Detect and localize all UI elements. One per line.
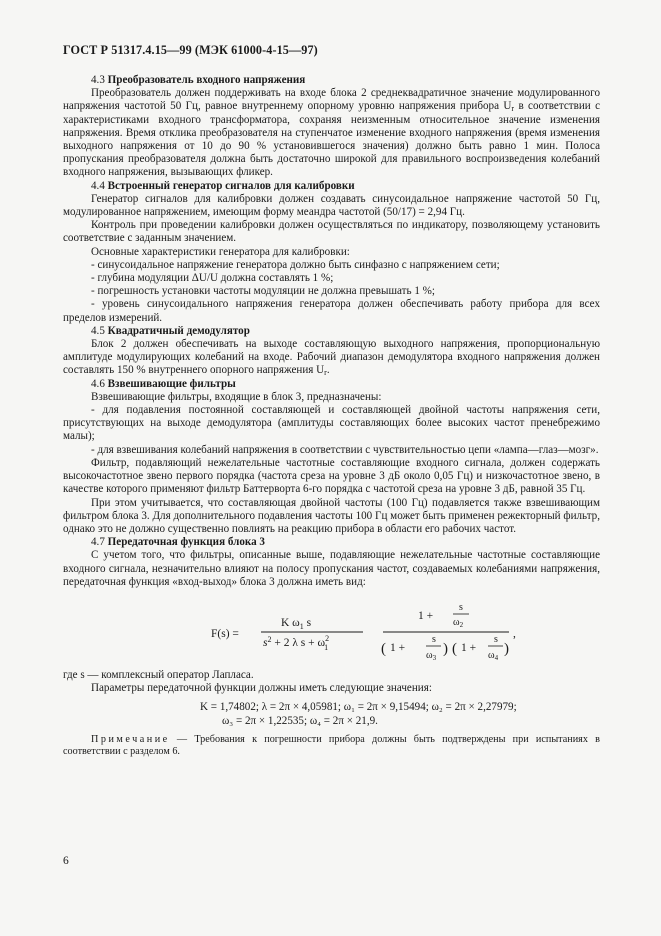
text: . <box>326 364 330 377</box>
list-item: - для взвешивания колебаний напряжения в соответствии с чувствительностью цепи «лампа—глаз—мозг». <box>91 443 599 456</box>
paragraph: При этом учитывается, что составляющая двойной частоты (100 Гц) подавляется также взвешивающим фильтром блока 3. Для дополнительного подавления частоты 100 Гц может быть применен режекторный фильтр, однако это не должно существенно повлиять на реакцию прибора в области его рабочих частот. <box>63 496 600 535</box>
parameter-values <box>63 701 600 727</box>
formula-lhs: F(s) = <box>211 627 239 640</box>
paragraph: Фильтр, подавляющий нежелательные частотные составляющие входного сигнала, должен содержать высокочастотное звено первого порядка (частота среза на уровне 3 дБ около 0,05 Гц) и низкочастотное звено, в качестве которого применяют фильтр Баттерворта 6-го порядка с частотой среза на уровне 3 дБ, равной 35 Гц. <box>63 456 600 496</box>
list-item: - синусоидальное напряжение генератора должно быть синфазно с напряжением сети; <box>91 258 500 271</box>
paragraph: Основные характеристики генератора для калибровки: <box>91 245 350 258</box>
subscript: r <box>511 104 515 114</box>
note-label: Примечание <box>91 733 170 745</box>
paren-close: ) <box>443 640 448 657</box>
section-number: 4.7 <box>91 536 105 549</box>
section-title: Передаточная функция блока 3 <box>107 536 265 549</box>
formula-num1: K $\omega_1$ s <box>281 616 312 631</box>
page-number: 6 <box>63 855 69 867</box>
paren-open: ( <box>452 640 457 657</box>
params-line: ω₃ = 2π × 1,22535; ω₄ = 2π × 21,9. <box>222 714 378 727</box>
formula-den1: $s^2 + 2$ λ $s + \omega^2$ 1 <box>263 633 330 652</box>
paragraph: Параметры передаточной функции должны иметь следующие значения: <box>91 682 432 695</box>
note <box>63 734 600 759</box>
paragraph: Контроль при проведении калибровки должен осуществляться по индикатору, позволяющему установить соответствие с заданным значением. <box>63 219 600 245</box>
formula-num2: 1 + <box>418 609 434 622</box>
section-4-3-heading <box>63 74 600 87</box>
section-title: Квадратичный демодулятор <box>107 324 250 337</box>
paren-close: ) <box>504 640 509 657</box>
formula-s: s <box>432 633 436 645</box>
formula-den2-b: 1 + <box>461 641 477 654</box>
section-number: 4.6 <box>91 377 105 390</box>
formula-omega2: $\omega_2$ <box>453 616 464 629</box>
section-number: 4.3 <box>91 74 105 86</box>
section-title: Преобразователь входного напряжения <box>107 74 306 86</box>
paren-open: ( <box>381 640 386 657</box>
section-4-7-heading <box>63 536 600 549</box>
paragraph <box>63 338 600 378</box>
document-body <box>63 74 600 759</box>
text: Преобразователь должен поддерживать на входе блока 2 среднеквадратичное значение модулированного напряжения частотой 50 Гц, равное внутреннему опорному уровню напряжения прибора U <box>63 87 600 113</box>
note-text: — Требования к погрешности прибора должны быть подтверждены при испытаниях в соответствии с разделом 6. <box>63 733 600 758</box>
section-4-6-heading <box>63 378 600 391</box>
paragraph: Генератор сигналов для калибровки должен создавать синусоидальное напряжение частотой 50 Гц, модулированное напряжением, имеющим форму меандра частотой (50/17) = 2,94 Гц. <box>63 192 600 219</box>
section-number: 4.5 <box>91 324 105 337</box>
formula-omega4: $\omega_4$ <box>488 649 499 662</box>
list-item: - для подавления постоянной составляющей и составляющей двойной частоты напряжения сети, присутствующих на выходе демодулятора (амплитуды составляющих более высоких частот пренебрежимо малы); <box>63 404 600 443</box>
paragraph: С учетом того, что фильтры, описанные выше, подавляющие нежелательные частотные составляющие входного сигнала, незначительно влияют на полосу пропускания частот, создаваемых колебаниями напряжения, передаточная функция «вход-выход» блока 3 должна иметь вид: <box>63 549 600 588</box>
params-line: K = 1,74802; λ = 2π × 4,05981; ω₁ = 2π × 9,15494; ω₂ = 2π × 2,27979; <box>200 701 517 714</box>
section-title: Взвешивающие фильтры <box>107 377 236 390</box>
section-4-4-heading <box>63 180 600 193</box>
section-title: Встроенный генератор сигналов для калибровки <box>107 179 355 192</box>
formula-den2-a: 1 + <box>390 641 406 654</box>
list-item: - уровень синусоидального напряжения генератора должен обеспечивать работу прибора для всех пределов измерений. <box>63 298 600 324</box>
text: в соответствии с характеристиками входного трансформатора, сохраняя неизменным относительное значение изменения напряжения. Время отклика преобразователя на ступенчатое изменение входного напряжения (время изменения выходного напряжения от 10 до 90 % установившегося значения) должно быть равно 1 мин. Полоса пропускания преобразователя должна быть достаточно широкой для правильного воспроизведения колебаний входного напряжения, вызывающих фликер. <box>63 100 601 179</box>
subscript: r <box>324 368 327 378</box>
section-number: 4.4 <box>91 179 105 192</box>
formula-comma: , <box>513 627 516 640</box>
paragraph: Взвешивающие фильтры, входящие в блок 3, предназначены: <box>91 390 382 403</box>
text: Блок 2 должен обеспечивать на выходе составляющую выходного напряжения, пропорциональную амплитуде модулирующих колебаний на входе. Рабочий диапазон демодулятора входного напряжения должен составлять 150 % внутреннего опорного напряжения U <box>63 338 600 377</box>
formula-s: s <box>459 601 463 613</box>
section-4-5-heading <box>63 325 600 338</box>
paragraph <box>63 87 600 179</box>
formula-omega3: $\omega_3$ <box>426 649 437 662</box>
list-item: - глубина модуляции ΔU/U должна составлять 1 %; <box>91 272 334 285</box>
list-item: - погрешность установки частоты модуляции не должна превышать 1 %; <box>91 285 435 298</box>
paragraph: где s — комплексный оператор Лапласа. <box>63 668 254 681</box>
document-header: ГОСТ Р 51317.4.15—99 (МЭК 61000-4-15—97) <box>63 43 318 57</box>
transfer-function-formula <box>63 597 600 665</box>
formula-s: s <box>494 633 498 645</box>
